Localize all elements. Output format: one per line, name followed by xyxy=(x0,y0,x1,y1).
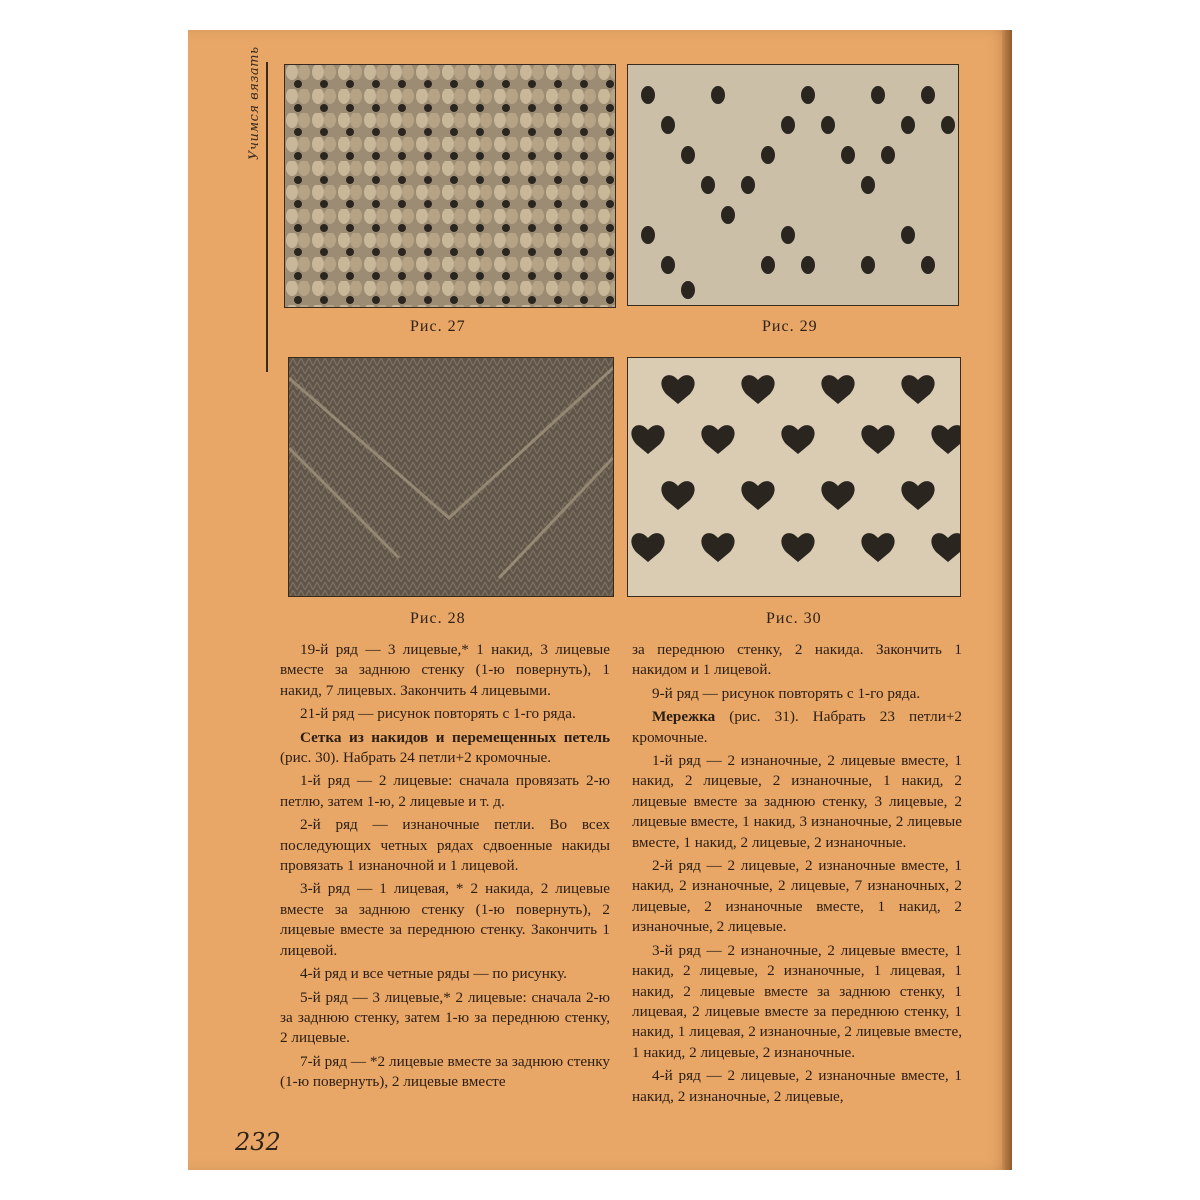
paragraph: 4-й ряд и все четные ряды — по рисунку. xyxy=(300,965,567,983)
paragraph: 1-й ряд — 2 изнаночные, 2 лицевые вместе, 1 накид, 2 лицевые, 2 изнаночные, 1 накид, 2 лицевые вместе за заднюю стенку, 3 лицевые, 2 лицевые вместе, 1 накид, 3 изнаночные, 2 лицевые вместе, 1 накид, 2 лицевые, 2 изнаночные. xyxy=(632,752,962,851)
margin-rule xyxy=(266,62,268,372)
figure-29-caption: Рис. 29 xyxy=(762,318,818,335)
paragraph: 21-й ряд — рисунок повторять с 1-го ряда. xyxy=(300,705,576,723)
paragraph: 2-й ряд — изнаночные петли. Во всех последующих четных рядах сдвоенные накиды провязать 1 изнаночной и 1 лицевой. xyxy=(280,816,610,875)
section-heading: Мережка xyxy=(652,708,716,726)
running-head: Учимся вязать xyxy=(247,46,262,160)
paragraph: 3-й ряд — 1 лицевая, * 2 накида, 2 лицевые вместе за заднюю стенку (1-ю повернуть), 2 лицевые вместе за переднюю стенку. Закончить 1 лицевой. xyxy=(280,880,610,959)
paragraph: 19-й ряд — 3 лицевые,* 1 накид, 3 лицевые вместе за заднюю стенку (1-ю повернуть), 1 накид, 7 лицевых. Закончить 4 лицевыми. xyxy=(280,641,610,699)
paragraph: Сетка из накидов и перемещенных петель (рис. 30). Набрать 24 петли+2 кромочные. xyxy=(280,728,610,767)
paragraph: 4-й ряд — 2 лицевые, 2 изнаночные вместе, 1 накид, 2 изнаночные, 2 лицевые, xyxy=(632,1067,962,1105)
page-edge-shadow xyxy=(1002,30,1012,1170)
paragraph: за переднюю стенку, 2 накида. Закончить 1 накидом и 1 лицевой. xyxy=(632,641,962,679)
section-heading: Сетка из накидов и перемещенных петель xyxy=(300,728,610,746)
figure-27-caption: Рис. 27 xyxy=(410,318,466,335)
paragraph: 5-й ряд — 3 лицевые,* 2 лицевые: сначала 2-ю за заднюю стенку, затем 1-ю за переднюю стенку, 2 лицевые. xyxy=(280,988,610,1047)
figure-28-photo xyxy=(288,357,614,597)
left-text-column xyxy=(280,640,610,1096)
paragraph: 9-й ряд — рисунок повторять с 1-го ряда. xyxy=(652,684,921,702)
figure-27-photo xyxy=(284,64,616,308)
paragraph: 2-й ряд — 2 лицевые, 2 изнаночные вместе, 1 накид, 2 изнаночные, 2 лицевые, 7 изнаночных, 2 лицевые, 2 изнаночные вместе, 1 накид, 2 изнаночные, 2 лицевые. xyxy=(632,857,962,936)
paragraph: 7-й ряд — *2 лицевые вместе за заднюю стенку (1-ю повернуть), 2 лицевые вместе xyxy=(280,1052,610,1091)
page-number: 232 xyxy=(235,1128,281,1156)
paragraph: 3-й ряд — 2 изнаночные, 2 лицевые вместе, 1 накид, 2 лицевые, 2 изнаночные, 1 лицевая, 1 накид, 2 лицевые вместе за заднюю стенку, 1 лицевая, 2 лицевые вместе за переднюю стенку, 1 накид, 1 лицевая, 2 изнаночные, 2 лицевые вместе, 1 накид, 2 лицевые, 2 изнаночные. xyxy=(632,941,962,1061)
right-text-column xyxy=(632,640,962,1110)
figure-28-caption: Рис. 28 xyxy=(410,610,466,627)
figure-30-caption: Рис. 30 xyxy=(766,610,822,627)
figure-29-photo xyxy=(627,64,959,306)
paragraph: 1-й ряд — 2 лицевые: сначала провязать 2-ю петлю, затем 1-ю, 2 лицевые и т. д. xyxy=(280,772,610,810)
figure-30-photo xyxy=(627,357,961,597)
paragraph: Мережка (рис. 31). Набрать 23 петли+2 кромочные. xyxy=(632,708,962,746)
